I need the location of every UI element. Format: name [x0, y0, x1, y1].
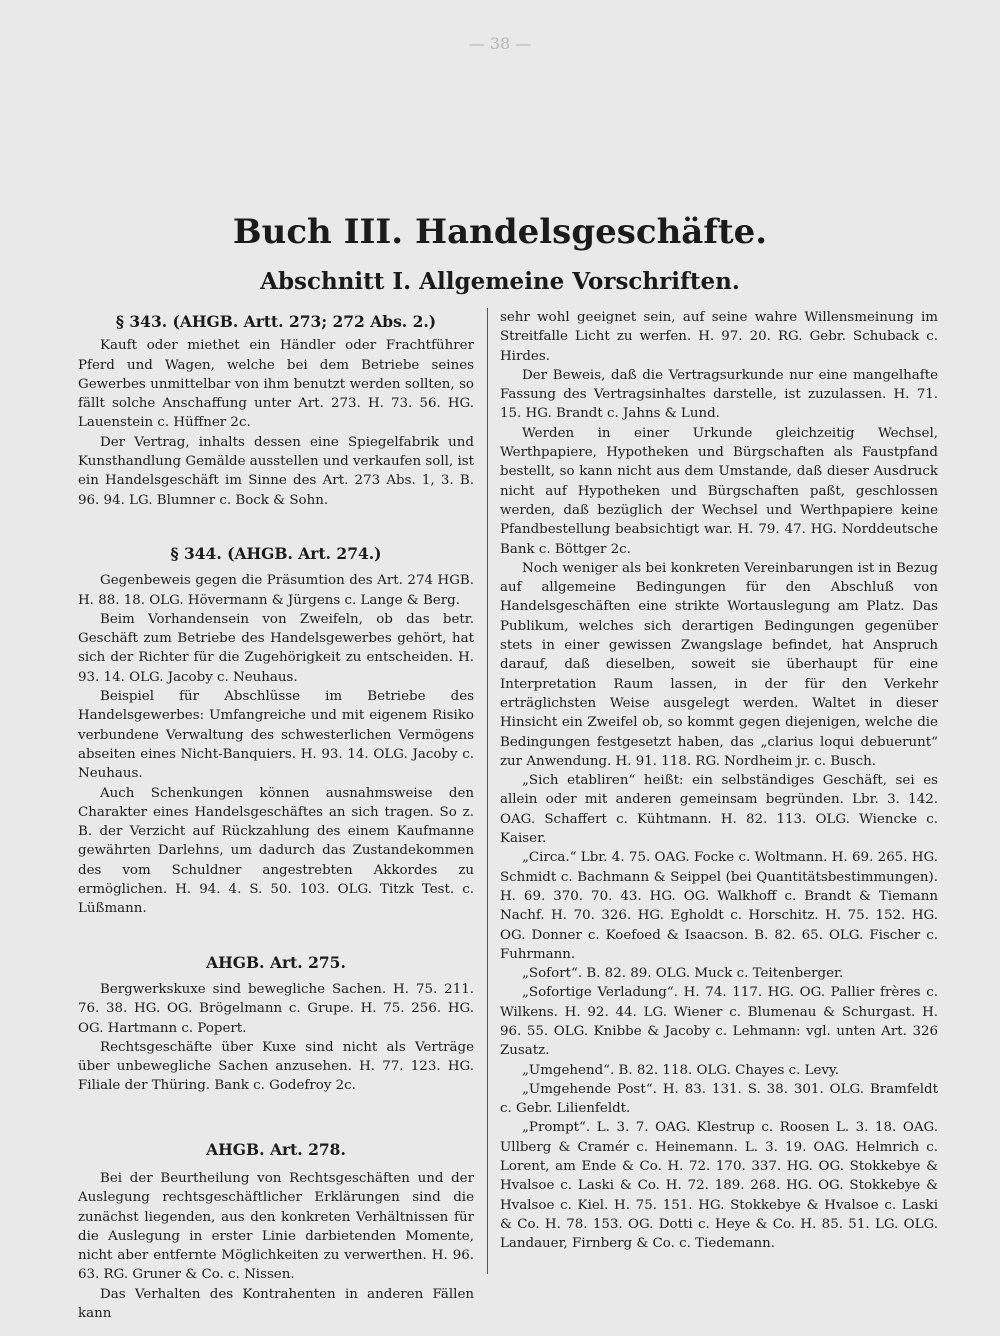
paragraph: „Sofortige Verladung“. H. 74. 117. HG. OG. Pallier frères c. Wilkens. H. 92. 44. LG. Wiener c. Blumenau & Schurgast. H. 96. 55. OLG. Knibbe & Jacoby c. Lehmann: vgl. unten Art. 326 Zusatz. — [500, 985, 938, 1059]
paragraph-continuation: sehr wohl geeignet sein, auf seine wahre Willensmeinung im Streitfalle Licht zu werfen. H. 97. 20. RG. Gebr. Schuback c. Hirdes. — [500, 310, 938, 364]
paragraph: „Circa.“ Lbr. 4. 75. OAG. Focke c. Woltmann. H. 69. 265. HG. Schmidt c. Bachmann & Seippel (bei Quantitätsbestimmungen). H. 69. 370. 70. 43. HG. OG. Walkhoff c. Brandt & Tiemann Nachf. H. 70. 326. HG. Egholdt c. Horschitz. H. 75. 152. HG. OG. Donner c. Koefoed & Isaacson. B. 82. 65. OLG. Fischer c. Fuhrmann. — [500, 850, 938, 962]
paragraph: Der Vertrag, inhalts dessen eine Spiegelfabrik und Kunsthandlung Gemälde ausstellen und verkaufen soll, ist ein Handelsgeschäft im Sinne des Art. 273 Abs. 1, 3. B. 96. 94. LG. Blumner c. Bock & Sohn. — [78, 434, 474, 508]
paragraph: Beispiel für Abschlüsse im Betriebe des Handelsgewerbes: Umfangreiche und mit eigenem Risiko verbundene Verwaltung des schwesterlichen Vermögens abseiten eines Nicht-Banquiers. H. 93. 14. OLG. Jacoby c. Neuhaus. — [78, 689, 474, 782]
paragraph: „Sich etabliren“ heißt: ein selbständiges Geschäft, sei es allein oder mit anderen gemeinsam begründen. Lbr. 3. 142. OAG. Schaffert c. Kühtmann. H. 82. 113. OLG. Wiencke c. Kaiser. — [500, 773, 938, 847]
heading-article-275: AHGB. Art. 275. — [206, 952, 346, 972]
paragraph: Der Beweis, daß die Vertragsurkunde nur eine mangelhafte Fassung des Vertragsinhaltes darstelle, ist zuzulassen. H. 71. 15. HG. Brandt c. Jahns & Lund. — [500, 367, 938, 422]
paragraph: „Sofort“. B. 82. 89. OLG. Muck c. Teitenberger. — [522, 966, 844, 982]
paragraph: Auch Schenkungen können ausnahmsweise den Charakter eines Handelsgeschäftes an sich tragen. So z. B. der Verzicht auf Rückzahlung des einem Kaufmanne gewährten Darlehns, um dadurch das Zustandekommen des vom Schuldner angestrebten Akkordes zu ermöglichen. H. 94. 4. S. 50. 103. OLG. Titzk Test. c. Lüßmann. — [78, 785, 474, 917]
paragraph: „Umgehend“. B. 82. 118. OLG. Chayes c. Levy. — [522, 1062, 840, 1078]
paragraph: Das Verhalten des Kontrahenten in anderen Fällen kann — [78, 1286, 474, 1322]
left-column — [78, 308, 474, 1323]
paragraph: Werden in einer Urkunde gleichzeitig Wechsel, Werthpapiere, Hypotheken und Bürgschaften als Faustpfand bestellt, so kann nicht aus dem Umstande, daß dieser Ausdruck nicht auf Hypotheken und Bürgschaften paßt, geschlossen werden, daß bezüglich der Wechsel und Werthpapiere keine Pfandbestellung beabsichtigt war. H. 79. 47. HG. Norddeutsche Bank c. Böttger 2c. — [500, 425, 938, 557]
paragraph: Noch weniger als bei konkreten Vereinbarungen ist in Bezug auf allgemeine Bedingungen für den Abschluß von Handelsgeschäften eine strikte Wortauslegung am Platz. Das Publikum, welches sich derartigen Bedingungen gegenüber stets in einer gewissen Zwangslage befindet, hat Anspruch darauf, daß dieselben, soweit sie überhaupt für eine Interpretation Raum lassen, in der für den Verkehr erträglichsten Weise ausgelegt werden. Waltet in dieser Hinsicht ein Zweifel ob, so kommt gegen diejenigen, welche die Bedingungen festgesetzt haben, das „clarius loqui debuerunt“ zur Anwendung. H. 91. 118. RG. Nordheim jr. c. Busch. — [500, 560, 938, 769]
paragraph: Gegenbeweis gegen die Präsumtion des Art. 274 HGB. H. 88. 18. OLG. Hövermann & Jürgens c. Lange & Berg. — [78, 573, 474, 608]
paragraph: Rechtsgeschäfte über Kuxe sind nicht als Verträge über unbewegliche Sachen anzusehen. H. 77. 123. HG. Filiale der Thüring. Bank c. Godefroy 2c. — [78, 1039, 474, 1094]
column-divider — [487, 308, 488, 1274]
page-number: — 38 — — [468, 34, 532, 53]
right-column — [500, 308, 938, 1254]
paragraph: Kauft oder miethet ein Händler oder Frachtführer Pferd und Wagen, welche bei dem Betriebe seines Gewerbes unmittelbar von ihm benutzt werden sollten, so fällt solche Anschaffung unter Art. 273. H. 73. 56. HG. Lauenstein c. Hüffner 2c. — [78, 338, 474, 431]
heading-paragraph-343: § 343. (AHGB. Artt. 273; 272 Abs. 2.) — [115, 312, 437, 331]
book-title: Buch III. Handelsgeschäfte. — [232, 212, 768, 252]
paragraph: Beim Vorhandensein von Zweifeln, ob das betr. Geschäft zum Betriebe des Handelsgewerbes gehört, hat sich der Richter für die Zugehörigkeit zu entscheiden. H. 93. 14. OLG. Jacoby c. Neuhaus. — [78, 611, 474, 685]
paragraph: Bergwerkskuxe sind bewegliche Sachen. H. 75. 211. 76. 38. HG. OG. Brögelmann c. Grupe. H. 75. 256. HG. OG. Hartmann c. Popert. — [78, 981, 474, 1036]
heading-article-278: AHGB. Art. 278. — [206, 1139, 346, 1159]
section-title: Abschnitt I. Allgemeine Vorschriften. — [260, 268, 740, 295]
paragraph: Bei der Beurtheilung von Rechtsgeschäften und der Auslegung rechtsgeschäftlicher Erklärungen sind die zunächst liegenden, aus den konkreten Verhältnissen für die Auslegung in erster Linie darbietenden Momente, nicht aber entfernte Möglichkeiten zu verwerthen. H. 96. 63. RG. Gruner & Co. c. Nissen. — [78, 1170, 474, 1283]
paragraph: „Umgehende Post“. H. 83. 131. S. 38. 301. OLG. Bramfeldt c. Gebr. Lilienfeldt. — [500, 1081, 938, 1117]
paragraph: „Prompt“. L. 3. 7. OAG. Klestrup c. Roosen L. 3. 18. OAG. Ullberg & Cramér c. Heinemann. L. 3. 19. OAG. Helmrich c. Lorent, am Ende & Co. H. 72. 170. 337. HG. OG. Stokkebye & Hvalsoe c. Laski & Co. H. 72. 189. 268. HG. OG. Stokkebye & Hvalsoe c. Kiel. H. 75. 151. HG. Stokkebye & Hvalsoe c. Laski & Co. H. 78. 153. OG. Dotti c. Heye & Co. H. 85. 51. LG. OLG. Landauer, Firnberg & Co. c. Tiedemann. — [500, 1120, 938, 1252]
heading-paragraph-344: § 344. (AHGB. Art. 274.) — [170, 543, 382, 563]
